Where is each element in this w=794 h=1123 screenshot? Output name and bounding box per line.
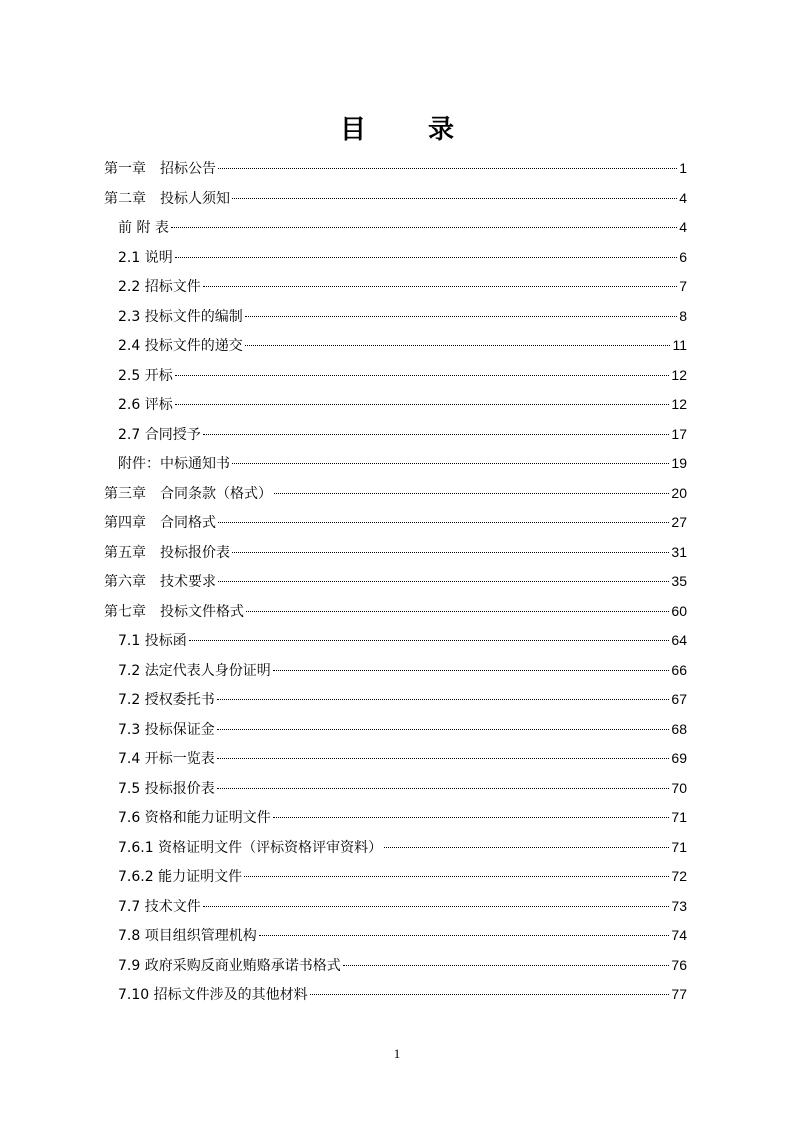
- toc-entry-label: 2.6 评标: [118, 397, 173, 413]
- dot-leader: [232, 463, 669, 464]
- toc-entry-label: 7.6 资格和能力证明文件: [118, 810, 271, 826]
- toc-entry-label: 7.2 授权委托书: [118, 692, 215, 708]
- toc-entry-page: 66: [671, 661, 687, 678]
- dot-leader: [217, 729, 670, 730]
- dot-leader: [310, 994, 670, 995]
- toc-entry-page: 17: [671, 425, 687, 442]
- dot-leader: [203, 906, 670, 907]
- toc-entry-page: 72: [671, 868, 687, 884]
- dot-leader: [218, 581, 669, 582]
- toc-entry-page: 73: [671, 897, 687, 914]
- toc-entry[interactable]: [104, 715, 687, 745]
- toc-entry-label: 7.6.1 资格证明文件（评标资格评审资料）: [118, 839, 383, 856]
- toc-entry-label: 2.4 投标文件的递交: [118, 338, 243, 354]
- toc-entry-page: 64: [671, 632, 687, 648]
- toc-entry[interactable]: [104, 656, 687, 686]
- toc-entry[interactable]: [104, 272, 687, 302]
- dot-leader: [217, 758, 670, 759]
- toc-entry-label: 2.3 投标文件的编制: [118, 308, 243, 325]
- toc-entry[interactable]: [104, 420, 687, 450]
- toc-entry-label: 7.3 投标保证金: [118, 721, 215, 738]
- toc-entry[interactable]: [104, 331, 687, 361]
- dot-leader: [273, 817, 670, 818]
- toc-entry-label: 7.10 招标文件涉及的其他材料: [118, 987, 308, 1003]
- dot-leader: [217, 699, 670, 700]
- toc-entry[interactable]: [104, 361, 687, 391]
- toc-entry[interactable]: [104, 862, 687, 892]
- toc-entry-page: 12: [671, 396, 687, 412]
- toc-entry[interactable]: [104, 302, 687, 332]
- dot-leader: [189, 640, 670, 641]
- dot-leader: [384, 847, 669, 848]
- page-number: 1: [393, 1046, 401, 1061]
- dot-leader: [175, 257, 677, 258]
- toc-entry-page: 12: [671, 366, 687, 383]
- toc-entry-page: 60: [671, 602, 687, 619]
- toc-entry[interactable]: [104, 538, 687, 568]
- toc-entry[interactable]: [104, 892, 687, 922]
- toc-entry-page: 77: [671, 986, 687, 1002]
- toc-entry-label: 7.9 政府采购反商业贿赂承诺书格式: [118, 957, 341, 974]
- toc-entry-page: 68: [671, 720, 687, 737]
- toc-entry-page: 8: [679, 307, 687, 324]
- toc-entry-page: 27: [671, 514, 687, 530]
- dot-leader: [246, 611, 669, 612]
- toc-entry-label: 7.7 技术文件: [118, 898, 201, 915]
- toc-entry-label: 7.6.2 能力证明文件: [118, 869, 243, 885]
- toc-entry[interactable]: [104, 833, 687, 863]
- toc-entry-label: 7.2 法定代表人身份证明: [118, 662, 271, 679]
- toc-entry[interactable]: [104, 951, 687, 981]
- dot-leader: [171, 227, 677, 228]
- dot-leader: [245, 345, 671, 346]
- toc-entry[interactable]: [104, 449, 687, 479]
- dot-leader: [218, 168, 677, 169]
- toc-entry-page: 76: [671, 956, 687, 973]
- toc-entry-page: 35: [671, 573, 687, 589]
- toc-entry[interactable]: [104, 508, 687, 538]
- dot-leader: [203, 434, 670, 435]
- toc-entry[interactable]: [104, 685, 687, 715]
- toc-entry-label: 第四章 合同格式: [104, 515, 216, 531]
- toc-entry[interactable]: [104, 243, 687, 273]
- toc-entry-label: 2.1 说明: [118, 249, 173, 266]
- toc-entry-page: 71: [671, 838, 687, 855]
- toc-entry-page: 19: [671, 455, 687, 471]
- toc-entry-page: 74: [671, 927, 687, 943]
- toc-entry-page: 70: [671, 779, 687, 796]
- toc-entry[interactable]: [104, 213, 687, 243]
- toc-entry-label: 第七章 投标文件格式: [104, 603, 244, 620]
- toc-entry-label: 7.4 开标一览表: [118, 751, 215, 767]
- toc-entry[interactable]: [104, 921, 687, 951]
- dot-leader: [245, 316, 677, 317]
- toc-entry-page: 4: [679, 189, 687, 206]
- toc-entry-label: 第六章 技术要求: [104, 574, 216, 590]
- toc-entry-page: 31: [671, 543, 687, 560]
- toc-entry-label: 7.8 项目组织管理机构: [118, 928, 257, 944]
- toc-entry-label: 附件：中标通知书: [118, 456, 230, 472]
- toc-entry-page: 71: [671, 809, 687, 825]
- toc-title: 目录: [339, 115, 516, 145]
- toc-entry-page: 1: [679, 160, 687, 176]
- dot-leader: [273, 670, 670, 671]
- dot-leader: [259, 935, 670, 936]
- toc-entry-label: 2.2 招标文件: [118, 279, 201, 295]
- toc-entry-page: 4: [679, 219, 687, 235]
- toc-entry[interactable]: [104, 626, 687, 656]
- toc-entry-page: 67: [671, 691, 687, 707]
- toc-entry-label: 前 附 表: [118, 220, 169, 236]
- toc-entry[interactable]: [104, 803, 687, 833]
- toc-entry-label: 第一章 招标公告: [104, 161, 216, 177]
- toc-entry[interactable]: [104, 390, 687, 420]
- toc-entry-page: 6: [679, 248, 687, 265]
- toc-entry-label: 第五章 投标报价表: [104, 544, 230, 561]
- toc-entry[interactable]: [104, 980, 687, 1010]
- dot-leader: [217, 788, 670, 789]
- dot-leader: [175, 404, 670, 405]
- toc-entry-label: 第二章 投标人须知: [104, 190, 230, 207]
- dot-leader: [175, 375, 670, 376]
- table-of-contents: [104, 154, 687, 1010]
- toc-entry-page: 7: [679, 278, 687, 294]
- dot-leader: [218, 522, 669, 523]
- dot-leader: [232, 552, 669, 553]
- toc-entry[interactable]: [104, 597, 687, 627]
- toc-entry[interactable]: [104, 774, 687, 804]
- toc-entry[interactable]: [104, 184, 687, 214]
- toc-entry-page: 69: [671, 750, 687, 766]
- toc-entry-page: 11: [672, 337, 687, 353]
- toc-entry-label: 2.5 开标: [118, 367, 173, 384]
- toc-entry[interactable]: [104, 154, 687, 184]
- toc-entry-page: 20: [671, 484, 687, 501]
- toc-entry[interactable]: [104, 744, 687, 774]
- toc-entry-label: 7.5 投标报价表: [118, 780, 215, 797]
- toc-entry[interactable]: [104, 567, 687, 597]
- toc-entry[interactable]: [104, 479, 687, 509]
- toc-entry-label: 2.7 合同授予: [118, 426, 201, 443]
- dot-leader: [244, 876, 669, 877]
- dot-leader: [274, 493, 669, 494]
- dot-leader: [203, 286, 677, 287]
- dot-leader: [343, 965, 670, 966]
- dot-leader: [232, 198, 677, 199]
- toc-entry-label: 7.1 投标函: [118, 633, 187, 649]
- toc-entry-label: 第三章 合同条款（格式）: [104, 485, 272, 502]
